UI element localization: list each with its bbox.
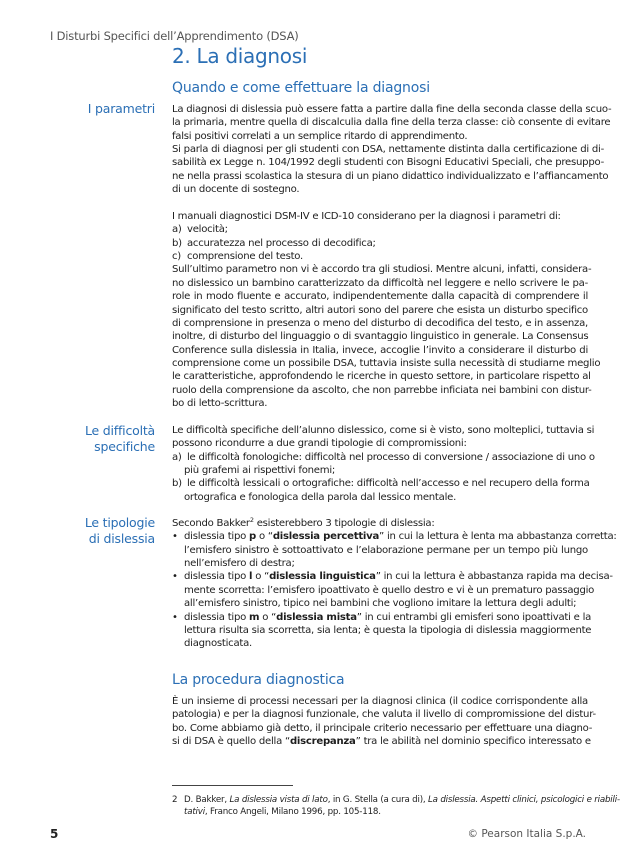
text-line: inoltre, di disturbo del linguaggio o di svantaggio linguistico in generale. La Consensus [172, 331, 589, 343]
sidebar-label-line: Le difficoltà [84, 423, 155, 438]
footnote-line [172, 794, 620, 806]
text-line: di comprensione in presenza o meno del disturbo di decodifica del testo, e in assenza, [172, 317, 588, 329]
italic-title: tativi [184, 807, 205, 817]
bullet-icon: • [172, 531, 178, 543]
footnote-line [172, 806, 588, 818]
paragraph-diagnosi-intro [172, 103, 612, 197]
list-item [172, 237, 588, 250]
text-line: bo. Come abbiamo già detto, il principale criterio necessario per effettuare una diagno- [172, 722, 593, 734]
page-number: 5 [50, 827, 59, 841]
text-span: dislessia tipo [184, 531, 250, 543]
text-span: Secondo Bakker [172, 518, 250, 529]
text-line: più grafemi ai rispettivi fonemi; [184, 465, 336, 477]
text-line: lettura risulta sia scorretta, sia lenta; è questa la tipologia di dislessia maggiormente [184, 624, 592, 636]
italic-title: La dislessia vista di lato [229, 795, 328, 805]
text-span: ” in cui entrambi gli emisferi sono ipoattivati e la [356, 611, 592, 623]
text-line: possono ricondurre a due grandi tipologie di compromissioni: [172, 438, 467, 450]
chapter-title: 2. La diagnosi [172, 44, 308, 68]
text-span: esisterebbero 3 tipologie di dislessia: [253, 518, 435, 529]
italic-title: La dislessia. Aspetti clinici, psicologici e riabili- [428, 795, 620, 805]
text-line: bo di letto-scrittura. [172, 398, 268, 410]
paragraph-difficolta [172, 424, 595, 504]
text-line: ruolo della comprensione da ascolto, che non parrebbe inficiata nei bambini con distur- [172, 384, 592, 396]
bold-term: discrepanza [289, 736, 356, 748]
list-item [172, 477, 588, 490]
text-span: ” in cui la lettura è lenta ma abbastanza corretta: [379, 531, 617, 543]
bold-term: dislessia percettiva [272, 531, 380, 543]
list-item [172, 451, 595, 464]
list-item-text: accuratezza nel processo di decodifica; [186, 237, 376, 249]
sidebar-label-difficolta [85, 423, 155, 454]
text-line: falsi positivi correlati a un semplice ritardo di apprendimento. [172, 130, 468, 142]
text-span: , Franco Angeli, Milano 1996, pp. 105-118. [204, 807, 381, 817]
text-span: D. Bakker, [184, 795, 230, 805]
list-item [172, 570, 613, 583]
text-line [172, 735, 591, 748]
bold-term: dislessia mista [276, 611, 357, 623]
text-line: all’emisfero sinistro, tipico nei bambini che vogliono imitare la lettura degli adulti; [184, 598, 577, 610]
list-item-text: le difficoltà lessicali o ortografiche: difficoltà nell’accesso e nel recupero della forma [186, 478, 590, 490]
text-span: si di DSA è quello della “ [172, 736, 290, 748]
list-marker: a) [172, 224, 182, 236]
text-line: Conference sulla dislessia in Italia, invece, accoglie l’invito a considerare il disturbo di [172, 344, 588, 356]
list-item-text: velocità; [186, 224, 228, 236]
list-marker: b) [172, 237, 182, 249]
text-line: role in modo fluente e accurato, indipendentemente dalla capacità di comprendere il [172, 291, 588, 303]
footnote-reference[interactable]: 2 [249, 516, 254, 524]
text-line: ortografica e fonologica della parola dal lessico mentale. [184, 491, 457, 503]
text-line: nell’emisfero di destra; [184, 558, 295, 570]
list-item [172, 611, 592, 624]
paragraph-procedura [172, 695, 596, 748]
list-item [172, 223, 588, 236]
text-line: È un insieme di processi necessari per la diagnosi clinica (il codice corrispondente alla [172, 696, 588, 707]
list-item-text: comprensione del testo. [186, 251, 303, 263]
text-line: significato del testo scritto, altri autori sono del parere che esista un disturbo specifico [172, 304, 588, 316]
list-marker: a) [172, 451, 182, 463]
text-line: comprensione come un possibile DSA, tuttavia insiste sulla necessità di studiarne meglio [172, 357, 601, 369]
text-line: Si parla di diagnosi per gli studenti con DSA, nettamente distinta dalla certificazione di di- [172, 144, 604, 156]
list-marker: c) [172, 251, 181, 263]
paragraph-manuali [172, 210, 601, 410]
sidebar-label-line: specifiche [94, 438, 155, 454]
text-span: o “ [259, 611, 277, 623]
list-item-text: le difficoltà fonologiche: difficoltà nel processo di conversione / associazione di uno o [186, 451, 595, 463]
text-line: diagnosticata. [184, 638, 252, 650]
text-line: patologia) e per la diagnosi funzionale, che valuta il livello di compromissione del distur- [172, 709, 596, 721]
bold-term: dislessia linguistica [269, 571, 376, 583]
sidebar-label-tipologie [85, 515, 155, 546]
text-line: le caratteristiche, approfondendo le ricerche in questo settore, in particolare rispetto al [172, 371, 591, 383]
section-title-procedura: La procedura diagnostica [172, 672, 345, 688]
list-item [172, 530, 617, 543]
text-line [172, 517, 588, 530]
sidebar-label-parametri: I parametri [87, 101, 155, 116]
text-line: mente scorretta: l’emisfero ipoattivato è quello destro e vi è un prematuro passaggio [184, 584, 595, 596]
sidebar-label-line: di dislessia [88, 530, 155, 546]
text-span: , in G. Stella (a cura di), [327, 795, 429, 805]
text-line: l’emisfero sinistro è sottoattivato e l’elaborazione permane per un tempo più lungo [184, 544, 588, 556]
text-line: ne nella prassi scolastica la stesura di un piano didattico individualizzato e l’affiancamento [172, 170, 609, 182]
text-span: dislessia tipo [184, 611, 250, 623]
text-span: o “ [256, 531, 273, 543]
text-line: di un docente di sostegno. [172, 184, 300, 196]
text-span: ” in cui la lettura è abbastanza rapida ma decisa- [375, 571, 613, 583]
bullet-icon: • [172, 611, 178, 623]
text-line: la primaria, mentre quella di discalculia dalla fine della terza classe: ciò consente di evitare [172, 117, 611, 129]
text-line: sabilità ex Legge n. 104/1992 degli studenti con Bisogni Educativi Speciali, che presuppo- [172, 157, 604, 169]
bullet-icon: • [172, 571, 178, 583]
sidebar-label-line: Le tipologie [84, 515, 155, 530]
footnote [172, 794, 620, 818]
bold-term: m [249, 611, 260, 623]
text-line: La diagnosi di dislessia può essere fatta a partire dalla fine della seconda classe della scuo- [172, 104, 612, 115]
footnote-number: 2 [172, 795, 178, 805]
section-title-quando: Quando e come effettuare la diagnosi [172, 80, 430, 96]
text-line: no dislessico un bambino caratterizzato da difficoltà nel leggere e nello scrivere le pa- [172, 277, 588, 289]
bold-term: p [249, 531, 256, 543]
list-marker: b) [172, 478, 182, 490]
text-line: I manuali diagnostici DSM-IV e ICD-10 considerano per la diagnosi i parametri di: [172, 211, 561, 222]
bold-term: l [249, 571, 253, 583]
copyright-notice: © Pearson Italia S.p.A. [467, 828, 586, 840]
text-line: Sull’ultimo parametro non vi è accordo tra gli studiosi. Mentre alcuni, infatti, considera- [172, 264, 592, 276]
text-line: Le difficoltà specifiche dell’alunno dislessico, come si è visto, sono molteplici, tuttavia si [172, 425, 595, 436]
running-header: I Disturbi Specifici dell’Apprendimento (DSA) [50, 29, 299, 43]
text-span: dislessia tipo [184, 571, 250, 583]
footnote-divider [172, 785, 293, 786]
list-item [172, 250, 588, 263]
paragraph-tipologie [172, 516, 617, 651]
text-span: ” tra le abilità nel dominio specifico interessato e [355, 736, 591, 748]
text-span: o “ [252, 571, 270, 583]
